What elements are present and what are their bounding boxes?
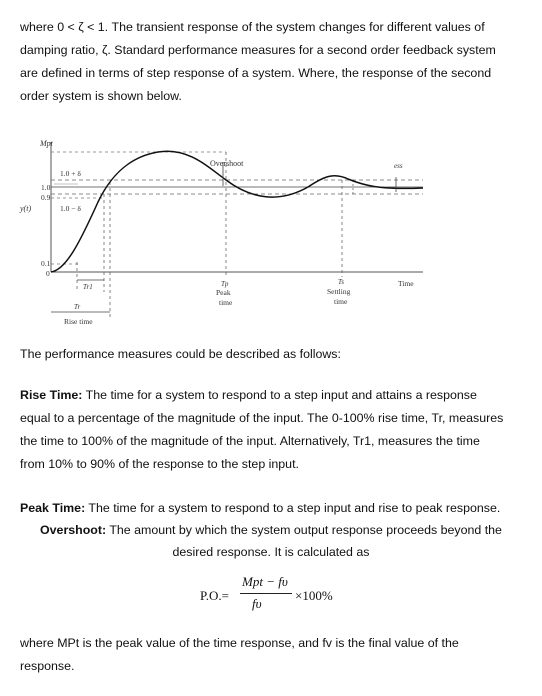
tp-label: Tp <box>221 280 229 288</box>
ts-label: Ts <box>338 278 344 286</box>
section-heading: The performance measures could be described as follows: <box>20 347 341 361</box>
tr1-label: Tr1 <box>83 283 93 291</box>
lower-band-label: 1.0 − δ <box>60 204 81 213</box>
rise-line-2: equal to a percentage of the magnitude of the input. The 0-100% rise time, Tr, measures <box>20 411 504 425</box>
settling-time-label: time <box>334 297 348 306</box>
closing-line-2: response. <box>20 659 75 673</box>
overshoot-label: Overshoot <box>210 159 244 168</box>
intro-line-2: damping ratio, ζ. Standard performance measures for a second order feedback system <box>20 43 496 57</box>
peak-time-label: time <box>219 298 233 307</box>
tick-label-09: 0.9 <box>41 193 51 202</box>
overshoot-text-1: The amount by which the system output response proceeds beyond the <box>106 523 502 537</box>
tick-label-10: 1.0 <box>41 183 51 192</box>
peak-time-title: Peak Time: <box>20 501 86 515</box>
y-axis-label: y(t) <box>20 204 32 213</box>
overshoot-line-1 <box>0 519 542 542</box>
tick-label-01: 0.1 <box>41 259 51 268</box>
peak-time-text: The time for a system to respond to a step input and rise to peak response. <box>85 501 501 515</box>
formula-lhs: P.O.= <box>200 588 230 603</box>
formula-numerator: Mpt − fυ <box>242 574 288 589</box>
intro-line-1: where 0 < ζ < 1. The transient response of the system changes for different values of <box>20 20 485 34</box>
overshoot-title: Overshoot: <box>40 523 107 537</box>
upper-band-label: 1.0 + δ <box>60 169 81 178</box>
overshoot-line-2: desired response. It is calculated as <box>172 545 370 559</box>
rise-line-3: the time to 100% of the magnitude of the input. Alternatively, Tr1, measures the time <box>20 434 480 448</box>
formula-fraction-bar <box>240 593 292 594</box>
peak-time-paragraph <box>20 497 525 520</box>
rise-text-1: The time for a system to respond to a step input and attains a response <box>82 388 477 402</box>
peak-label: Peak <box>216 288 231 297</box>
rise-time-label: Rise time <box>64 317 93 326</box>
rise-line-1 <box>20 384 525 407</box>
intro-paragraph <box>20 16 525 108</box>
rise-time-paragraph <box>20 384 525 476</box>
step-response-figure <box>18 132 430 332</box>
step-response-curve <box>51 151 423 272</box>
mpt-label: Mpt <box>40 139 53 148</box>
tick-label-0: 0 <box>46 269 50 278</box>
intro-line-4: order system is shown below. <box>20 89 182 103</box>
tr-label: Tr <box>74 303 81 311</box>
percent-overshoot-formula <box>200 574 360 624</box>
formula-rhs: ×100% <box>295 588 333 603</box>
settling-label: Settling <box>327 287 351 296</box>
rise-time-title: Rise Time: <box>20 388 83 402</box>
ess-label: ess <box>394 162 403 170</box>
formula-denominator: fυ <box>252 596 262 611</box>
closing-paragraph <box>20 632 525 678</box>
closing-line-1: where MPt is the peak value of the time response, and fv is the final value of the <box>20 636 459 650</box>
rise-line-4: from 10% to 90% of the response to the step input. <box>20 457 299 471</box>
intro-line-3: are defined in terms of step response of a system. Where, the response of the second <box>20 66 492 80</box>
time-label: Time <box>398 279 414 288</box>
